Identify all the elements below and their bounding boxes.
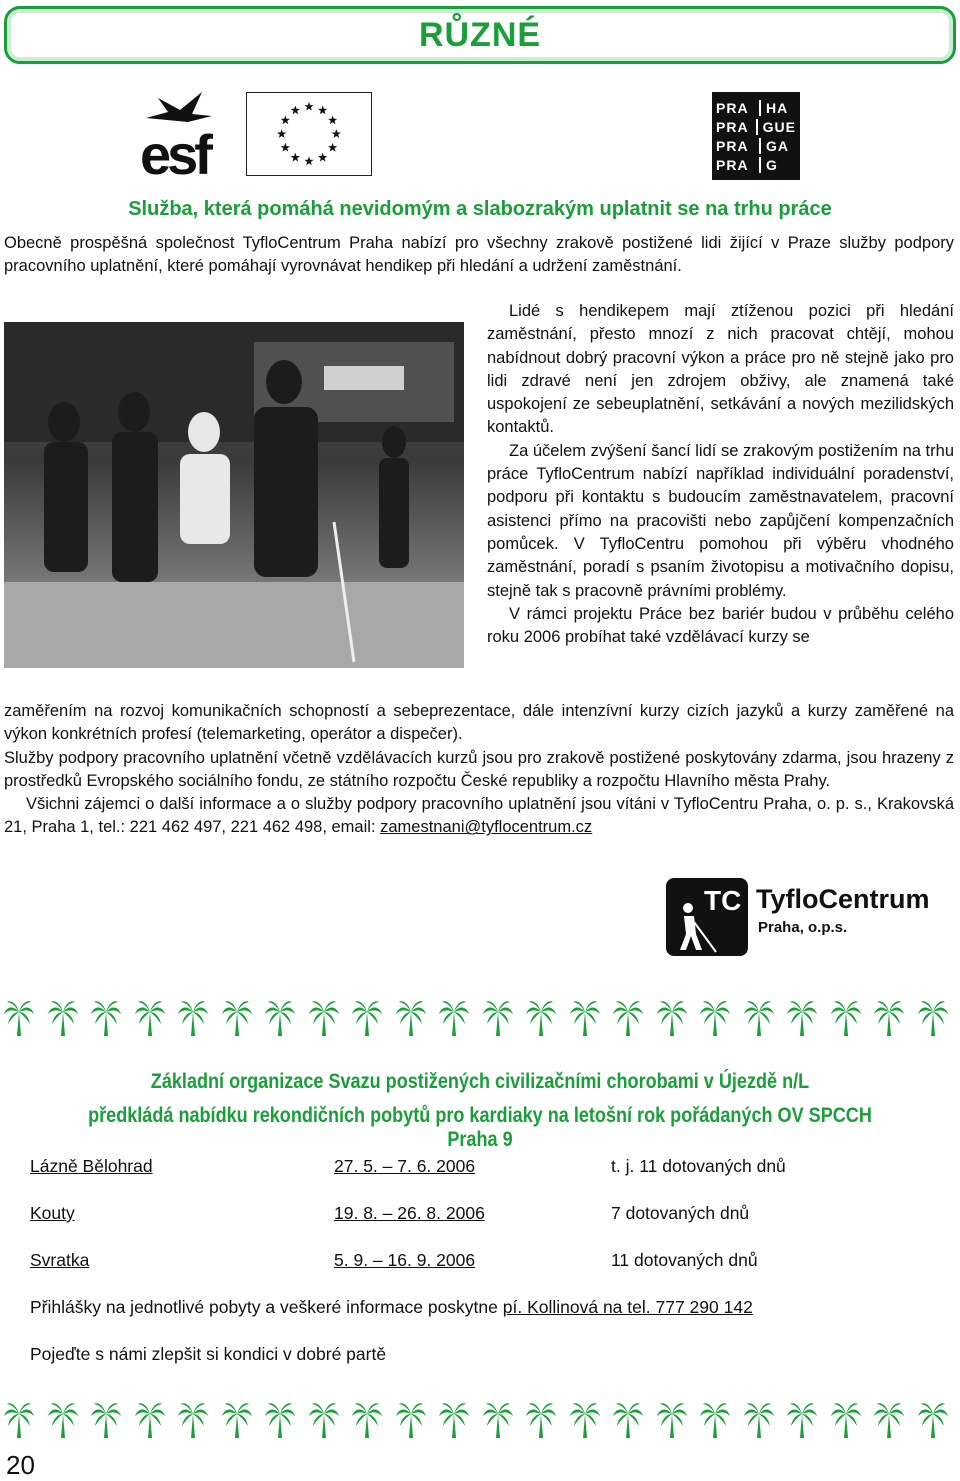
closing-line: Pojeďte s námi zlepšit si kondici v dobré partě [30, 1344, 387, 1364]
article-paragraph: Služby podpory pracovního uplatnění včetně vzdělávacích kurzů jsou pro zrakově postižené poskytovány zdarma, jsou hrazeny z prostředků Evropského sociálního fondu, ze státního rozpočtu České republiky a rozpočtu Hlavního města Prahy. [4, 748, 954, 790]
palm-tree-icon [613, 1402, 643, 1438]
stay-note: 7 dotovaných dnů [611, 1203, 750, 1223]
tyflocentrum-logo [666, 878, 956, 958]
stay-note: t. j. 11 dotovaných dnů [611, 1156, 786, 1176]
palm-tree-icon [439, 1000, 469, 1036]
palm-divider-top [0, 1000, 960, 1040]
contact-line: Přihlášky na jednotlivé pobyty a veškeré informace poskytne pí. Kollinová na tel. 777 290 142 [30, 1297, 753, 1317]
article-intro: Obecně prospěšná společnost TyfloCentrum Praha nabízí pro všechny zrakově postižené lidi žijící v Praze služby podpory pracovního uplatnění, které pomáhají vyrovnávat hendikep při hledání a udržení zaměstnání. [4, 234, 954, 276]
palm-tree-icon [265, 1000, 295, 1036]
palm-tree-icon [178, 1000, 208, 1036]
praha-logo-row: PRA GUE [716, 118, 796, 135]
stay-place: Lázně Bělohrad [30, 1156, 153, 1176]
palm-tree-icon [744, 1000, 774, 1036]
offer-heading-1: Základní organizace Svazu postižených civilizačními chorobami v Újezdě n/L [150, 1070, 810, 1093]
article-full-column [4, 700, 954, 840]
palm-divider-bottom [0, 1402, 960, 1442]
article-paragraph: Lidé s hendikepem mají ztíženou pozici při hledání zaměstnání, přesto mnozí z nich pracovat chtějí, mohou nabídnout dobrý pracovní výkon a práce pro ně stejně jako pro lidi zdravé není jen zdrojem obživy, ale znamená také uspokojení ze sebeuplatnění, setkávání a nových mezilidských kontaktů. [487, 302, 954, 437]
palm-tree-icon [657, 1402, 687, 1438]
article-photo [4, 322, 464, 668]
praha-logo-row: PRA HA [716, 99, 789, 116]
section-title: RŮZNÉ [418, 15, 542, 54]
article-paragraph: V rámci projektu Práce bez bariér budou v průběhu celého roku 2006 probíhat také vzdělávací kurzy se [487, 604, 954, 647]
palm-tree-icon [439, 1402, 469, 1438]
palm-tree-icon [222, 1402, 252, 1438]
palm-tree-icon [700, 1000, 730, 1036]
palm-tree-icon [309, 1000, 339, 1036]
praha-logo-row: PRA G [716, 156, 778, 173]
palm-tree-icon [700, 1402, 730, 1438]
tyflo-name-text: TyfloCentrum [756, 884, 930, 914]
palm-tree-icon [570, 1402, 600, 1438]
article-headline: Služba, která pomáhá nevidomým a slabozrakým uplatnit se na trhu práce [128, 198, 832, 220]
eu-star-icon [281, 143, 290, 152]
stay-dates: 5. 9. – 16. 9. 2006 [334, 1250, 476, 1270]
eu-star-icon [291, 153, 300, 162]
eu-star-icon [304, 102, 313, 111]
page-number: 20 [6, 1450, 35, 1480]
palm-tree-icon [483, 1000, 513, 1036]
eu-star-icon [304, 156, 313, 165]
stay-note: 11 dotovaných dnů [611, 1250, 758, 1270]
article-paragraph: zaměřením na rozvoj komunikačních schopností a sebeprezentace, dále intenzívní kurzy cizích jazyků a kurzy zaměřené na výkon konkrétních profesí (telemarketing, operátor a dispečer). [4, 702, 954, 744]
eu-star-icon [328, 143, 337, 152]
eu-star-icon [328, 115, 337, 124]
stay-place: Svratka [30, 1250, 90, 1270]
palm-tree-icon [570, 1000, 600, 1036]
article-right-column [487, 300, 954, 649]
stay-dates: 27. 5. – 7. 6. 2006 [334, 1156, 476, 1176]
palm-tree-icon [309, 1402, 339, 1438]
palm-tree-icon [222, 1000, 252, 1036]
eu-star-icon [318, 153, 327, 162]
stay-dates: 19. 8. – 26. 8. 2006 [334, 1203, 485, 1223]
palm-tree-icon [178, 1402, 208, 1438]
palm-tree-icon [396, 1000, 426, 1036]
palm-tree-icon [135, 1402, 165, 1438]
eu-star-icon [281, 115, 290, 124]
praha-logo-row: PRA GA [716, 137, 789, 154]
palm-tree-icon [352, 1000, 382, 1036]
eu-star-icon [318, 105, 327, 114]
tyflo-sub-text: Praha, o.p.s. [758, 919, 848, 936]
palm-tree-icon [787, 1402, 817, 1438]
praha-logo [712, 92, 800, 180]
palm-tree-icon [91, 1000, 121, 1036]
palm-tree-icon [831, 1402, 861, 1438]
palm-tree-icon [744, 1402, 774, 1438]
palm-tree-icon [352, 1402, 382, 1438]
palm-tree-icon [4, 1000, 34, 1036]
esf-logo [140, 92, 238, 176]
palm-tree-icon [91, 1402, 121, 1438]
palm-tree-icon [48, 1402, 78, 1438]
palm-tree-icon [265, 1402, 295, 1438]
palm-tree-icon [4, 1402, 34, 1438]
eu-star-icon [332, 129, 341, 138]
section-header [4, 6, 956, 64]
email-link[interactable]: zamestnani@tyflocentrum.cz [380, 818, 593, 837]
tyflo-tc-text: TC [704, 885, 742, 916]
article-paragraph: Všichni zájemci o další informace a o služby podpory pracovního uplatnění jsou vítáni v TyfloCentru Praha, o. p. s., Krakovská 21, Praha 1, tel.: 221 462 497, 221 462 498, email: zamestnani@tyflocentrum.cz [4, 795, 954, 837]
eu-star-icon [291, 105, 300, 114]
palm-tree-icon [483, 1402, 513, 1438]
palm-tree-icon [918, 1402, 948, 1438]
esf-logo-text: esf [140, 123, 209, 176]
palm-tree-icon [135, 1000, 165, 1036]
palm-tree-icon [874, 1000, 904, 1036]
palm-tree-icon [613, 1000, 643, 1036]
palm-tree-icon [874, 1402, 904, 1438]
palm-tree-icon [48, 1000, 78, 1036]
article-paragraph: Za účelem zvýšení šancí lidí se zrakovým postižením na trhu práce TyfloCentrum nabízí například individuální poradenství, podporu při kontaktu s budoucím zaměstnavatelem, pracovní asistenci přímo na pracovišti nebo zapůjčení kompenzačních pomůcek. V TyfloCentru pomohou při výběru vhodného zaměstnání, poradí s psaním životopisu a motivačního dopisu, stejně tak s pracovně právními problémy. [487, 441, 954, 600]
palm-tree-icon [526, 1402, 556, 1438]
palm-tree-icon [831, 1000, 861, 1036]
palm-tree-icon [918, 1000, 948, 1036]
offer-heading-2: předkládá nabídku rekondičních pobytů pro kardiaky na letošní rok pořádaných OV SPCCH Praha 9 [88, 1104, 872, 1151]
palm-tree-icon [526, 1000, 556, 1036]
palm-tree-icon [657, 1000, 687, 1036]
stay-place: Kouty [30, 1203, 75, 1223]
palm-tree-icon [396, 1402, 426, 1438]
contact-person-link[interactable]: pí. Kollinová na tel. 777 290 142 [502, 1297, 753, 1317]
eu-flag-logo [246, 92, 372, 176]
palm-tree-icon [787, 1000, 817, 1036]
eu-star-icon [277, 129, 286, 138]
